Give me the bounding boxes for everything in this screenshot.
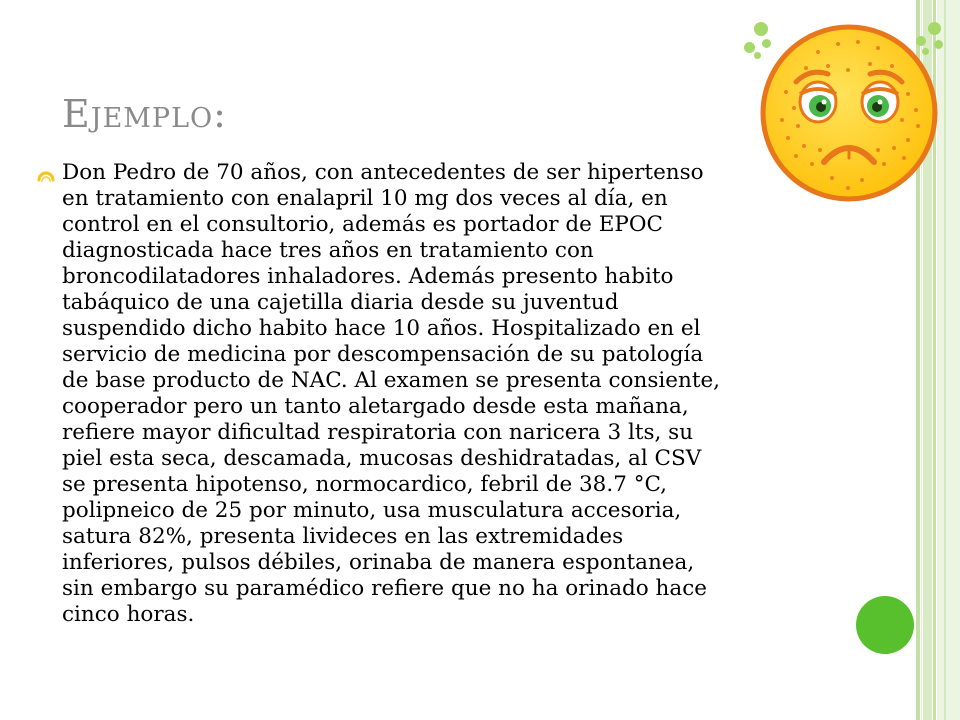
body-line: piel esta seca, descamada, mucosas deshidratadas, al CSV — [62, 446, 702, 471]
body-line: en tratamiento con enalapril 10 mg dos veces al día, en — [62, 186, 668, 211]
body-line: inferiores, pulsos débiles, orinaba de manera espontanea, — [62, 550, 695, 575]
decorative-green-circle — [856, 596, 914, 654]
slide-title: Ejemplo: — [62, 92, 227, 136]
body-line: cooperador pero un tanto aletargado desde esta mañana, — [62, 394, 689, 419]
body-line: Don Pedro de 70 años, con antecedentes de ser hipertenso — [62, 160, 704, 185]
body-line: control en el consultorio, además es portador de EPOC — [62, 212, 663, 237]
body-line: satura 82%, presenta livideces en las extremidades — [62, 524, 624, 549]
body-line: broncodilatadores inhaladores. Además presento habito — [62, 264, 674, 289]
body-line: cinco horas. — [62, 602, 195, 627]
body-line: tabáquico de una cajetilla diaria desde su juventud — [62, 290, 619, 315]
body-line: sin embargo su paramédico refiere que no ha orinado hace — [62, 576, 707, 601]
body-line: servicio de medicina por descompensación de su patología — [62, 342, 704, 367]
body-paragraph — [62, 160, 797, 628]
body-line: suspendido dicho habito hace 10 años. Hospitalizado en el — [62, 316, 701, 341]
body-line: diagnosticada hace tres años en tratamiento con — [62, 238, 594, 263]
body-line: de base producto de NAC. Al examen se presenta consiente, — [62, 368, 721, 393]
body-line: refiere mayor dificultad respiratoria con naricera 3 lts, su — [62, 420, 694, 445]
decorative-stripe — [944, 0, 946, 720]
bullet-icon — [36, 170, 56, 190]
body-line: polipneico de 25 por minuto, usa musculatura accesoria, — [62, 498, 682, 523]
body-line: se presenta hipotenso, normocardico, febril de 38.7 °C, — [62, 472, 667, 497]
decorative-stripe — [937, 0, 960, 720]
decorative-dot — [744, 42, 755, 53]
